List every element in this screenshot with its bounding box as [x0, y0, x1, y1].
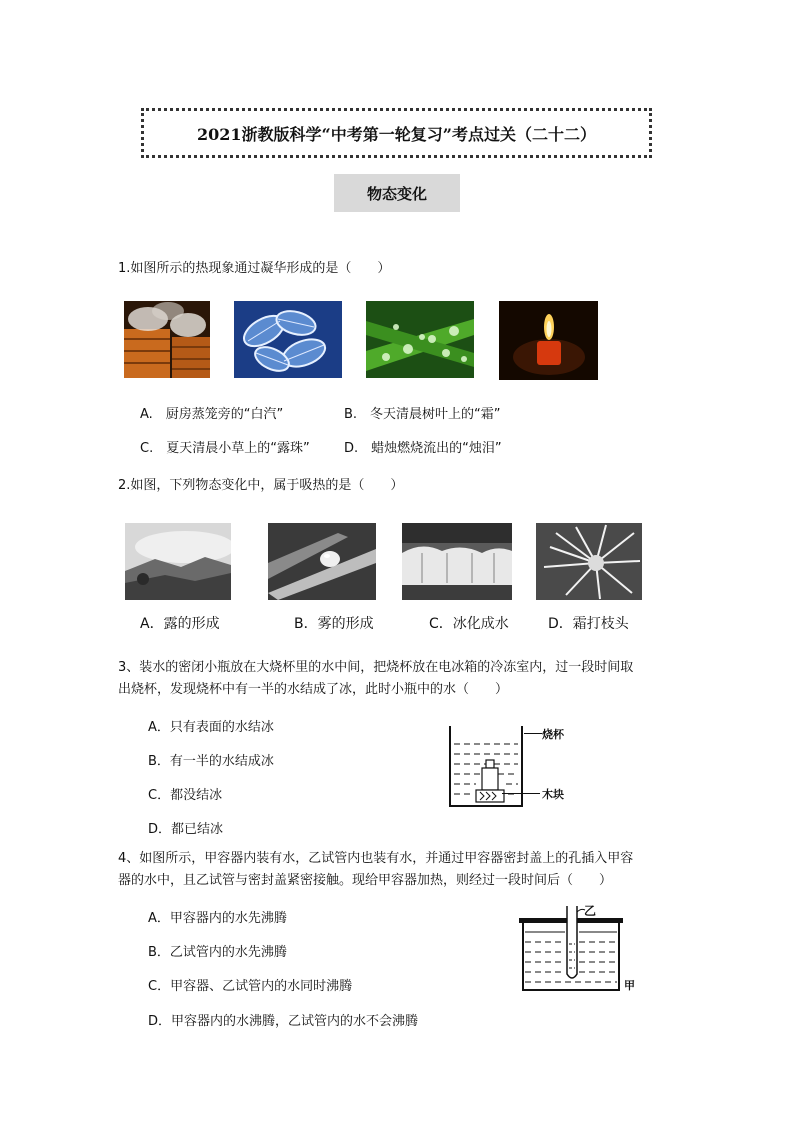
q1-option-a[interactable]: A. 厨房蒸笼旁的“白汽” — [140, 407, 284, 422]
candle-photo — [499, 301, 598, 380]
q1-option-d[interactable]: D. 蜡烛燃烧流出的“烛泪” — [344, 441, 502, 456]
section-subtitle — [334, 174, 460, 212]
q4-stem-line1: 4、如图所示，甲容器内装有水，乙试管内也装有水，并通过甲容器密封盖上的孔插入甲容 — [118, 851, 634, 866]
section-subtitle-text: 物态变化 — [366, 184, 427, 203]
q3-option-b[interactable]: B．有一半的水结成冰 — [148, 754, 274, 769]
ice-melting-photo — [402, 523, 512, 600]
q4-option-a[interactable]: A．甲容器内的水先沸腾 — [148, 911, 287, 926]
q2-caption-b[interactable]: B．雾的形成 — [294, 616, 374, 632]
q3-option-d[interactable]: D．都已结冰 — [148, 822, 224, 837]
dew-formation-photo — [125, 523, 231, 600]
q3-stem-line1: 3、装水的密闭小瓶放在大烧杯里的水中间，把烧杯放在电冰箱的冷冻室内，过一段时间取 — [118, 660, 634, 675]
q1-option-b[interactable]: B. 冬天清晨树叶上的“霜” — [344, 407, 501, 422]
q3-option-c[interactable]: C．都没结冰 — [148, 788, 223, 803]
q2-stem: 2.如图，下列物态变化中，属于吸热的是（ ） — [118, 478, 404, 493]
beaker-label-leader — [524, 733, 542, 734]
q4-stem-line2: 器的水中，且乙试管与密封盖紧密接触。现给甲容器加热，则经过一段时间后（ ） — [118, 873, 613, 888]
q4-option-c[interactable]: C．甲容器、乙试管内的水同时沸腾 — [148, 979, 353, 994]
q2-caption-d[interactable]: D．霜打枝头 — [548, 616, 629, 632]
q3-stem-line2: 出烧杯，发现烧杯中有一半的水结成了冰，此时小瓶中的水（ ） — [118, 682, 509, 697]
q2-caption-c[interactable]: C．冰化成水 — [429, 616, 509, 632]
container-label: 甲 — [624, 979, 635, 992]
beaker-label: 烧杯 — [542, 728, 564, 741]
dew-grass-photo — [366, 301, 474, 378]
page-title-text: 2021浙教版科学“中考第一轮复习”考点过关（二十二） — [197, 124, 596, 144]
q4-option-b[interactable]: B．乙试管内的水先沸腾 — [148, 945, 287, 960]
block-label-leader — [502, 793, 540, 794]
frost-leaves-photo — [234, 301, 342, 378]
tube-label: 乙 — [584, 904, 597, 918]
q3-beaker-diagram — [446, 724, 526, 810]
q4-container-diagram — [517, 904, 625, 994]
q2-caption-a[interactable]: A．露的形成 — [140, 616, 220, 632]
q4-option-d[interactable]: D．甲容器内的水沸腾，乙试管内的水不会沸腾 — [148, 1014, 419, 1029]
wood-block-label: 木块 — [542, 788, 564, 801]
page-title — [141, 108, 652, 158]
steamer-photo — [124, 301, 210, 378]
fog-formation-photo — [268, 523, 376, 600]
q1-stem: 1.如图所示的热现象通过凝华形成的是（ ） — [118, 261, 391, 276]
frost-branches-photo — [536, 523, 642, 600]
q1-option-c[interactable]: C. 夏天清晨小草上的“露珠” — [140, 441, 310, 456]
q3-option-a[interactable]: A．只有表面的水结冰 — [148, 720, 274, 735]
